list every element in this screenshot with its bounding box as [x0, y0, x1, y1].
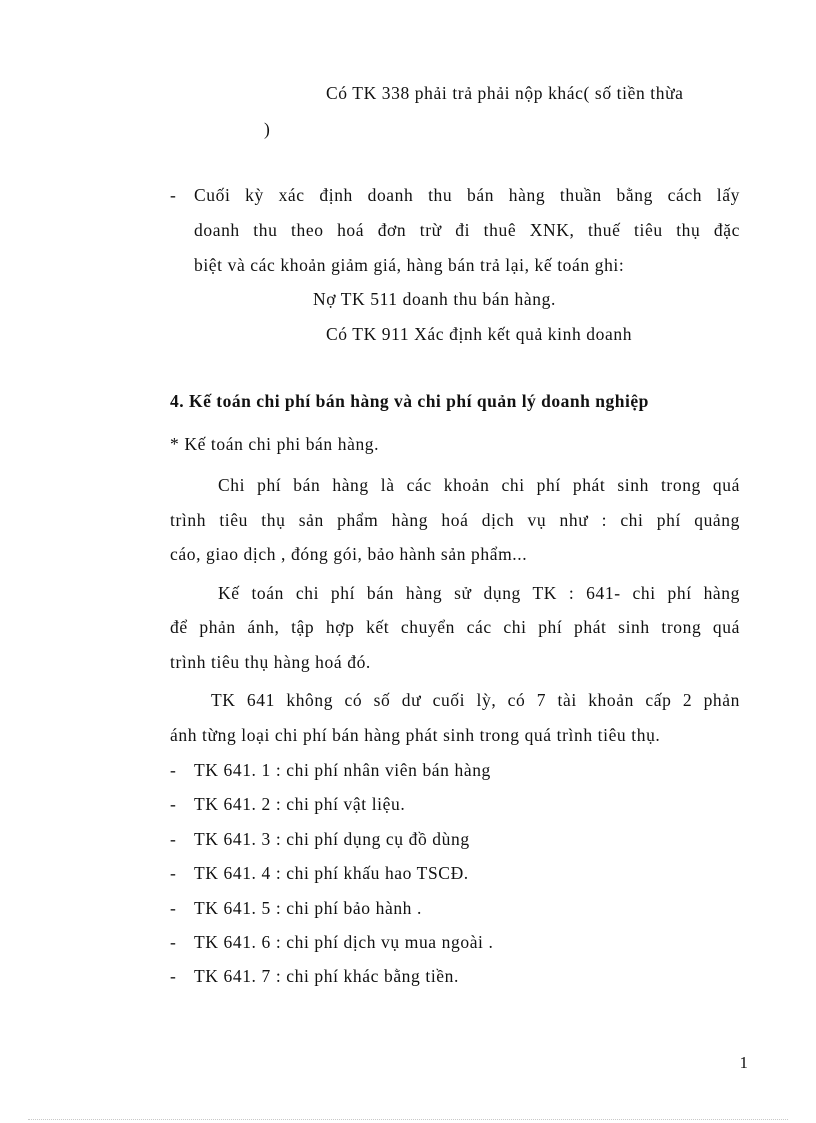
section-heading: 4. Kế toán chi phí bán hàng và chi phí quản lý doanh nghiệp	[170, 391, 649, 411]
page-number: 1	[739, 1053, 748, 1072]
section-subheading: * Kế toán chi phi bán hàng.	[170, 434, 380, 454]
account-item-6414: TK 641. 4 : chi phí khấu hao TSCĐ.	[194, 863, 469, 883]
account-item-6413: TK 641. 3 : chi phí dụng cụ đồ dùng	[194, 829, 470, 849]
list-bullet: -	[170, 829, 176, 849]
para3-line-2: ánh từng loại chi phí bán hàng phát sinh trong quá trình tiêu thụ.	[170, 725, 661, 745]
credit-entry-911: Có TK 911 Xác định kết quả kinh doanh	[326, 324, 633, 344]
para1-line-1: Chi phí bán hàng là các khoản chi phí phát sinh trong quá	[218, 475, 740, 495]
debit-entry-511: Nợ TK 511 doanh thu bán hàng.	[313, 289, 556, 309]
account-item-6412: TK 641. 2 : chi phí vật liệu.	[194, 794, 406, 814]
credit-entry-338-close: )	[264, 119, 271, 139]
para2-line-1: Kế toán chi phí bán hàng sử dụng TK : 641- chi phí hàng	[218, 583, 740, 603]
list-bullet: -	[170, 863, 176, 883]
list-bullet: -	[170, 898, 176, 918]
year-end-line-2: doanh thu theo hoá đơn trừ đi thuê XNK, thuế tiêu thụ đặc	[194, 220, 740, 240]
para1-line-3: cáo, giao dịch , đóng gói, bảo hành sản phẩm...	[170, 544, 528, 564]
year-end-line-1: Cuối kỳ xác định doanh thu bán hàng thuần bằng cách lấy	[194, 185, 740, 205]
list-bullet: -	[170, 794, 176, 814]
para3-line-1: TK 641 không có số dư cuối lỳ, có 7 tài khoản cấp 2 phản	[211, 690, 740, 710]
list-bullet: -	[170, 966, 176, 986]
list-bullet: -	[170, 932, 176, 952]
account-item-6417: TK 641. 7 : chi phí khác bằng tiền.	[194, 966, 459, 986]
bullet-dash: -	[170, 185, 176, 205]
para2-line-2: để phản ánh, tập hợp kết chuyển các chi phí phát sinh trong quá	[170, 617, 740, 637]
year-end-line-3: biệt và các khoản giảm giá, hàng bán trả lại, kế toán ghi:	[194, 255, 625, 275]
account-item-6415: TK 641. 5 : chi phí bảo hành .	[194, 898, 422, 918]
account-item-6411: TK 641. 1 : chi phí nhân viên bán hàng	[194, 760, 491, 780]
para1-line-2: trình tiêu thụ sản phẩm hàng hoá dịch vụ như : chi phí quảng	[170, 510, 740, 530]
footer-divider	[28, 1119, 788, 1120]
para2-line-3: trình tiêu thụ hàng hoá đó.	[170, 652, 371, 672]
credit-entry-338: Có TK 338 phải trả phải nộp khác( số tiền thừa	[326, 83, 684, 103]
list-bullet: -	[170, 760, 176, 780]
account-item-6416: TK 641. 6 : chi phí dịch vụ mua ngoài .	[194, 932, 494, 952]
